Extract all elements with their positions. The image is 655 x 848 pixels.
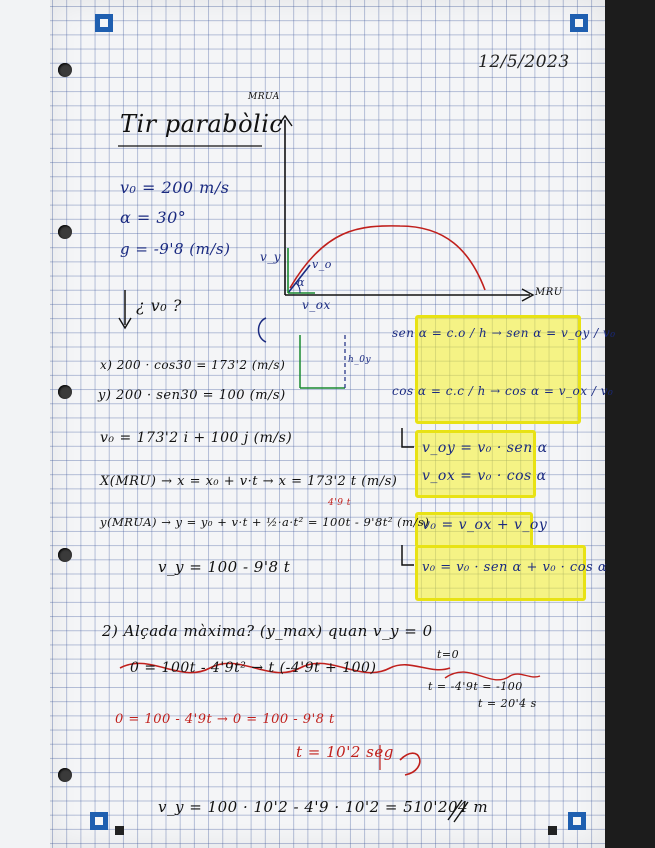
y-axis-label: MRUA bbox=[248, 92, 280, 102]
part2-red-result: t = 10'2 seg bbox=[296, 743, 394, 761]
red-check-icon bbox=[400, 753, 420, 775]
y-mrua-equation: y(MRUA) → y = y₀ + v·t + ½·a·t² = 100t - 9'8t² (m/s) bbox=[100, 515, 430, 529]
calc-y: y) 200 · sen30 = 100 (m/s) bbox=[98, 388, 286, 403]
page-date: 12/5/2023 bbox=[478, 52, 570, 72]
part2-t-result: t = 20'4 s bbox=[478, 697, 537, 710]
bracket-icon bbox=[259, 318, 267, 342]
given-v0: v₀ = 200 m/s bbox=[120, 178, 230, 197]
part2-t-step: t = -4'9t = -100 bbox=[428, 680, 523, 693]
v0-label: v_o bbox=[312, 258, 332, 271]
x-axis-label: MRU bbox=[535, 287, 563, 298]
box-vox: v_ox = v₀ · cos α bbox=[422, 468, 547, 484]
box-voy: v_oy = v₀ · sen α bbox=[422, 440, 548, 456]
red-strikethrough bbox=[445, 672, 540, 680]
calc-x: x) 200 · cos30 = 173'2 (m/s) bbox=[100, 358, 286, 372]
part2-final: v_y = 100 · 10'2 - 4'9 · 10'2 = 510'204 m bbox=[158, 798, 489, 816]
y-mrua-correction: 4'9 t bbox=[328, 498, 351, 508]
box-sum: v₀ = v_ox + v_oy bbox=[422, 517, 548, 533]
trig-sin: sen α = c.o / h → sen α = v_oy / v₀ bbox=[392, 326, 616, 340]
vy-equation: v_y = 100 - 9'8 t bbox=[158, 558, 291, 576]
angle-label: α bbox=[297, 276, 305, 289]
part2-question: 2) Alçada màxima? (y_max) quan v_y = 0 bbox=[102, 622, 433, 640]
l-arrow-icon bbox=[402, 545, 414, 565]
vy-label: v_y bbox=[260, 250, 282, 264]
l-arrow-icon bbox=[402, 428, 414, 447]
given-g: g = -9'8 (m/s) bbox=[120, 240, 231, 258]
part2-t0: t=0 bbox=[437, 648, 460, 661]
h-label: h_0y bbox=[348, 355, 372, 365]
trig-cos: cos α = c.c / h → cos α = v_ox / v₀ bbox=[392, 384, 614, 398]
part2-red-equation: 0 = 100 - 4'9t → 0 = 100 - 9'8 t bbox=[115, 712, 335, 727]
vx-label: v_ox bbox=[302, 298, 331, 312]
x-mru-equation: X(MRU) → x = x₀ + v·t → x = 173'2 t (m/s) bbox=[100, 474, 398, 489]
given-alpha: α = 30° bbox=[120, 208, 187, 227]
page-title: Tir parabòlic bbox=[120, 110, 284, 138]
question: ¿ v₀ ? bbox=[136, 296, 182, 315]
part2-step1: 0 = 100t - 4'9t² → t (-4'9t + 100) bbox=[130, 660, 377, 676]
box-final: v₀ = v₀ · sen α + v₀ · cos α bbox=[422, 560, 608, 575]
velocity-vector: v₀ = 173'2 i + 100 j (m/s) bbox=[100, 430, 293, 446]
